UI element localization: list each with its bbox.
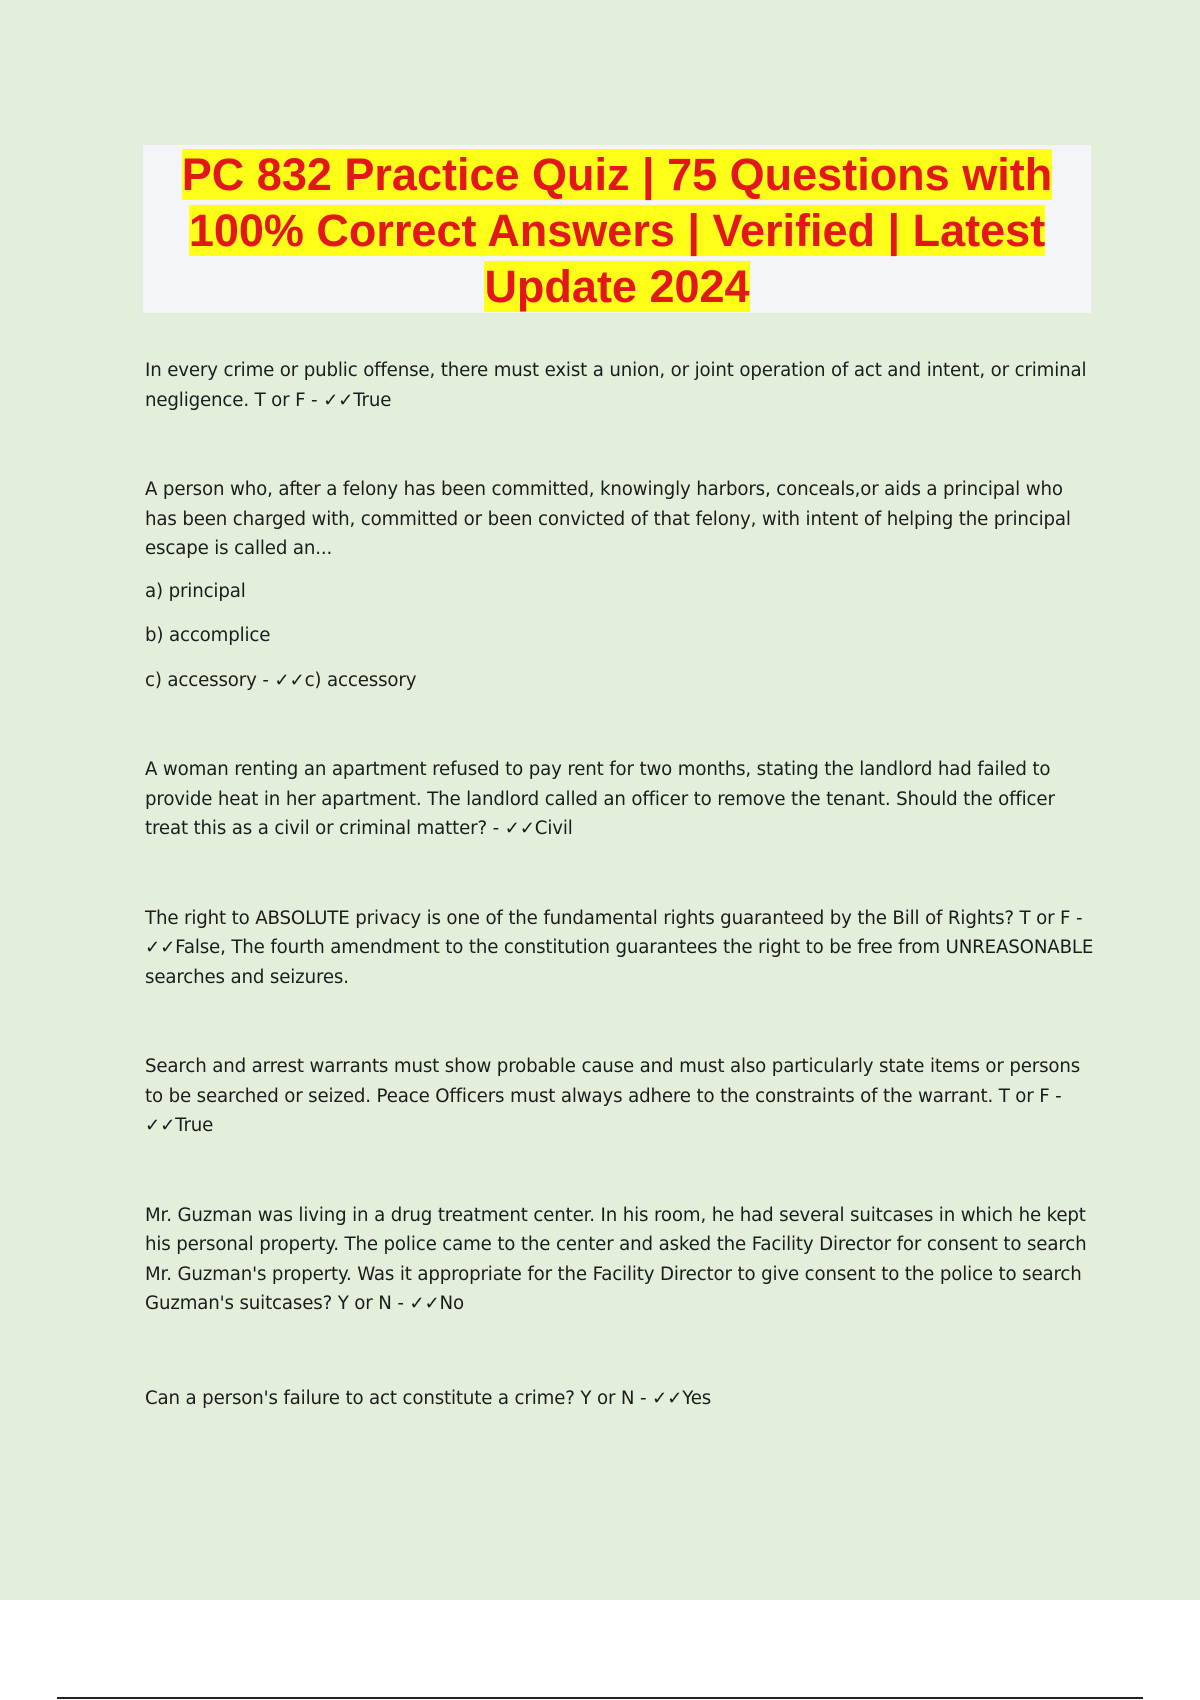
question-item <box>145 1384 1095 1414</box>
question-text: Mr. Guzman was living in a drug treatment center. In his room, he had several suitcases in which he kept his personal property. The police came to the center and asked the Facility Director for consent to search Mr. Guzman's property. Was it appropriate for the Facility Director to give consent to the police to search Guzman's suitcases? Y or N - ✓✓No <box>145 1204 1087 1314</box>
answer-option: a) principal <box>145 580 246 602</box>
answer-option: c) accessory - ✓✓c) accessory <box>145 669 417 691</box>
question-text: Search and arrest warrants must show probable cause and must also particularly state items or persons to be searched or seized. Peace Officers must always adhere to the constraints of the warrant. T or F - ✓✓True <box>145 1056 1081 1136</box>
question-list <box>145 356 1095 1413</box>
question-text: A woman renting an apartment refused to pay rent for two months, stating the landlord had failed to provide heat in her apartment. The landlord called an officer to remove the tenant. Should the officer treat this as a civil or criminal matter? - ✓✓Civil <box>145 759 1055 839</box>
answer-option: b) accomplice <box>145 625 271 646</box>
document-title: PC 832 Practice Quiz | 75 Questions with 100% Correct Answers | Verified | Latest Update 2024 <box>181 149 1053 312</box>
question-item <box>145 356 1095 415</box>
question-text: The right to ABSOLUTE privacy is one of the fundamental rights guaranteed by the Bill of Rights? T or F - ✓✓False, The fourth amendment to the constitution guarantees the right to be free from UNREASONABLE searches and seizures. <box>145 907 1094 988</box>
question-item <box>145 1052 1095 1141</box>
footer-divider <box>57 1697 1143 1699</box>
question-text: A person who, after a felony has been committed, knowingly harbors, conceals,or aids a principal who has been charged with, committed or been convicted of that felony, with intent of helping the principal escape is called an... <box>145 479 1071 559</box>
question-item <box>145 475 1095 695</box>
question-text: In every crime or public offense, there must exist a union, or joint operation of act and intent, or criminal negligence. T or F - ✓✓True <box>145 360 1087 411</box>
question-item <box>145 904 1095 993</box>
question-item <box>145 755 1095 844</box>
title-banner <box>143 145 1091 313</box>
question-text: Can a person's failure to act constitute a crime? Y or N - ✓✓Yes <box>145 1387 712 1409</box>
question-item <box>145 1201 1095 1319</box>
